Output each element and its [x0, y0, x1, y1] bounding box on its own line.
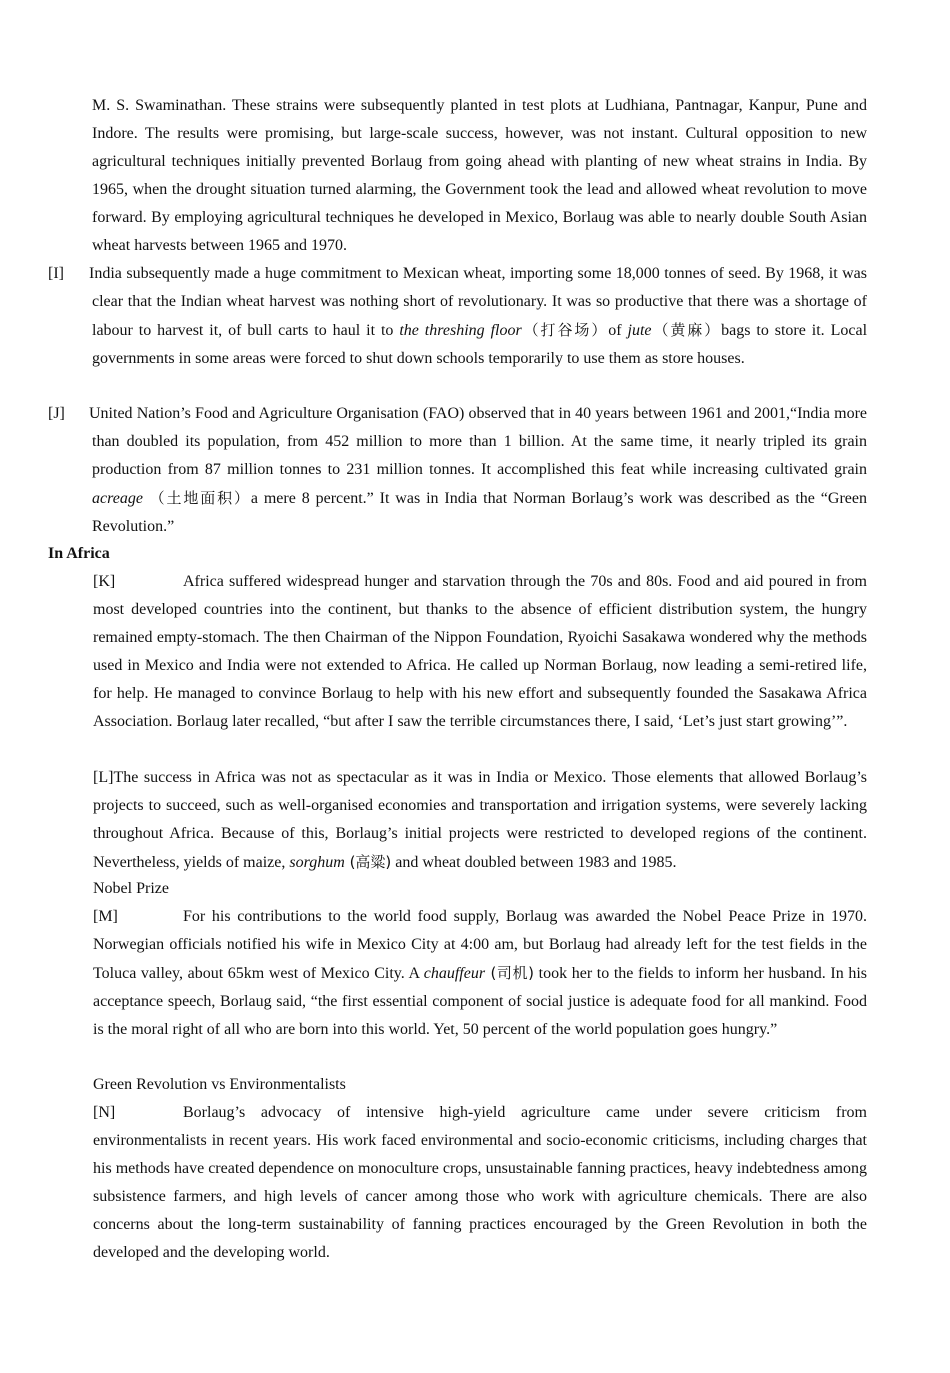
gloss-chauffeur: (司机)	[485, 964, 535, 982]
term-chauffeur: chauffeur	[423, 965, 486, 982]
paragraph-text: For his contributions to the world food supply, Borlaug was awarded the Nobel Peace Prize in 1970. Norwegian officials notified his wife in Mexico City at 4:00 am, but Borlaug had already left for the test fields in the Toluca valley, about 65km west of Mexico City. A	[93, 908, 867, 982]
paragraph-n	[93, 1099, 867, 1267]
section-heading-green-vs-env: Green Revolution vs Environmentalists	[93, 1076, 346, 1093]
paragraph-text: United Nation’s Food and Agriculture Organisation (FAO) observed that in 40 years between 1961 and 2001,“India more than doubled its population, from 452 million to more than 1 billion. At the same time, it nearly tripled its grain production from 87 million tonnes to 231 million tonnes. It accomplished this feat while increasing cultivated grain	[89, 405, 867, 478]
paragraph-l	[93, 764, 867, 877]
term-threshing-floor: the threshing floor	[399, 322, 522, 339]
paragraph-text: of	[608, 322, 628, 339]
paragraph-text: took her to the fields to inform her husband. In his acceptance speech, Borlaug said, “the first essential component of social justice is adequate food for all mankind. Food is the moral right of all who are born into this world. Yet, 50 percent of the world population goes hungry.”	[93, 965, 867, 1038]
section-heading-in-africa: In Africa	[48, 545, 110, 562]
paragraph-text: Africa suffered widespread hunger and starvation through the 70s and 80s. Food and aid poured in from most developed countries into the continent, but thanks to the absence of efficient distribution system, the hungry remained empty-stomach. The then Chairman of the Nippon Foundation, Ryoichi Sasakawa wondered why the methods used in Mexico and India were not extended to Africa. He called up Norman Borlaug, now leading a semi-retired life, for help. He managed to convince Borlaug to help with his new effort and subsequently founded the Sasakawa Africa Association. Borlaug later recalled, “but after I saw the terrible circumstances there, I said, ‘Let’s just start growing’”.	[93, 573, 867, 730]
paragraph-label: [L]	[93, 769, 114, 786]
gloss-jute: （黄麻）	[651, 321, 722, 339]
paragraph-text: a mere 8 percent.” It was in India that Norman Borlaug’s work was described as the “Green Revolution.”	[92, 490, 867, 535]
paragraph-label: [M]	[93, 908, 118, 925]
term-jute: jute	[627, 322, 652, 339]
term-sorghum: sorghum	[289, 854, 345, 871]
gloss-sorghum: (高粱)	[344, 853, 392, 871]
paragraph-m	[93, 903, 867, 1044]
paragraph-text: India subsequently made a huge commitment to Mexican wheat, importing some 18,000 tonnes of seed. By 1968, it was clear that the Indian wheat harvest was nothing short of revolutionary. It was so productive that there was a shortage of labour to harvest it, of bull carts to haul it to	[89, 265, 867, 339]
paragraph-label: [J]	[48, 405, 65, 422]
section-heading-nobel-prize: Nobel Prize	[93, 880, 169, 897]
paragraph-text: and wheat doubled between 1983 and 1985.	[391, 854, 677, 871]
paragraph-text: Borlaug’s advocacy of intensive high-yield agriculture came under severe criticism from environmentalists in recent years. His work faced environmental and socio-economic criticisms, including charges that his methods have created dependence on monoculture crops, unsustainable fanning practices, heavy indebtedness among subsistence farmers, and high levels of cancer among those who work with agriculture chemicals. There are also concerns about the long-term sustainability of fanning practices encouraged by the Green Revolution in both the developed and the developing world.	[93, 1104, 867, 1261]
paragraph-k	[93, 568, 867, 736]
term-acreage: acreage	[92, 490, 143, 507]
gloss-acreage: （土地面积）	[142, 489, 251, 507]
paragraph-label: [K]	[93, 573, 116, 590]
paragraph-label: [I]	[48, 265, 64, 282]
paragraph-i	[48, 260, 867, 373]
paragraph-intro-text: M. S. Swaminathan. These strains were subsequently planted in test plots at Ludhiana, Pantnagar, Kanpur, Pune and Indore. The results were promising, but large-scale success, however, was not instant. Cultural opposition to new agricultural techniques initially prevented Borlaug from going ahead with planting of new wheat strains in India. By 1965, when the drought situation turned alarming, the Government took the lead and allowed wheat revolution to move forward. By employing agricultural techniques he developed in Mexico, Borlaug was able to nearly double South Asian wheat harvests between 1965 and 1970.	[92, 97, 867, 254]
gloss-threshing-floor: （打谷场）	[521, 321, 609, 339]
paragraph-text: bags to store it. Local governments in some areas were forced to shut down schools temporarily to use them as store houses.	[92, 322, 868, 367]
paragraph-j	[48, 400, 867, 541]
paragraph-text: The success in Africa was not as spectacular as it was in India or Mexico. Those elements that allowed Borlaug’s projects to succeed, such as well-organised economies and transportation and irrigation systems, were severely lacking throughout Africa. Because of this, Borlaug’s initial projects were restricted to developed regions of the continent. Nevertheless, yields of maize,	[93, 769, 867, 871]
paragraph-intro	[92, 92, 867, 260]
paragraph-label: [N]	[93, 1104, 116, 1121]
